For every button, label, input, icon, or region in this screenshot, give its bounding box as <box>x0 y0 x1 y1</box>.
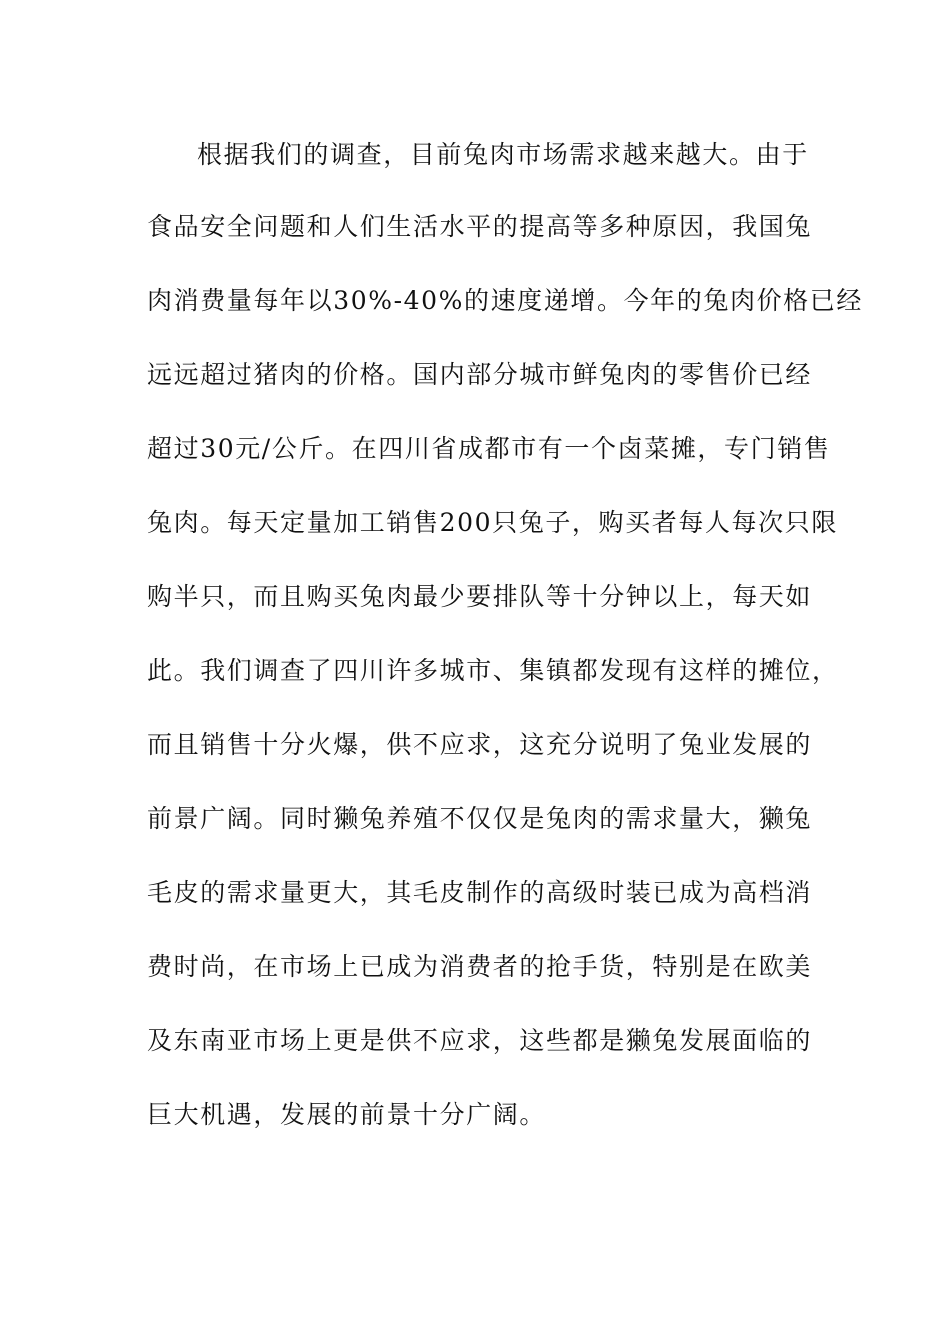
paragraph-line: 前景广阔。同时獭兔养殖不仅仅是兔肉的需求量大，獭兔 <box>147 804 813 833</box>
paragraph-line: 巨大机遇，发展的前景十分广阔。 <box>147 1100 547 1129</box>
paragraph-line: 而且销售十分火爆，供不应求，这充分说明了兔业发展的 <box>147 730 813 759</box>
paragraph-line: 根据我们的调查，目前兔肉市场需求越来越大。由于 <box>197 140 809 169</box>
paragraph-line: 远远超过猪肉的价格。国内部分城市鲜兔肉的零售价已经 <box>147 360 813 389</box>
paragraph-line: 购半只，而且购买兔肉最少要排队等十分钟以上，每天如 <box>147 582 813 611</box>
paragraph-line: 费时尚，在市场上已成为消费者的抢手货，特别是在欧美 <box>147 952 813 981</box>
paragraph-line: 兔肉。每天定量加工销售200只兔子，购买者每人每次只限 <box>147 508 838 537</box>
paragraph-line: 毛皮的需求量更大，其毛皮制作的高级时装已成为高档消 <box>147 878 813 907</box>
paragraph-line: 及东南亚市场上更是供不应求，这些都是獭兔发展面临的 <box>147 1026 813 1055</box>
paragraph-line: 肉消费量每年以30%-40%的速度递增。今年的兔肉价格已经 <box>147 286 863 315</box>
paragraph-line: 此。我们调查了四川许多城市、集镇都发现有这样的摊位， <box>147 656 839 685</box>
paragraph-line: 食品安全问题和人们生活水平的提高等多种原因，我国兔 <box>147 212 813 241</box>
paragraph-line: 超过30元/公斤。在四川省成都市有一个卤菜摊，专门销售 <box>147 434 831 463</box>
